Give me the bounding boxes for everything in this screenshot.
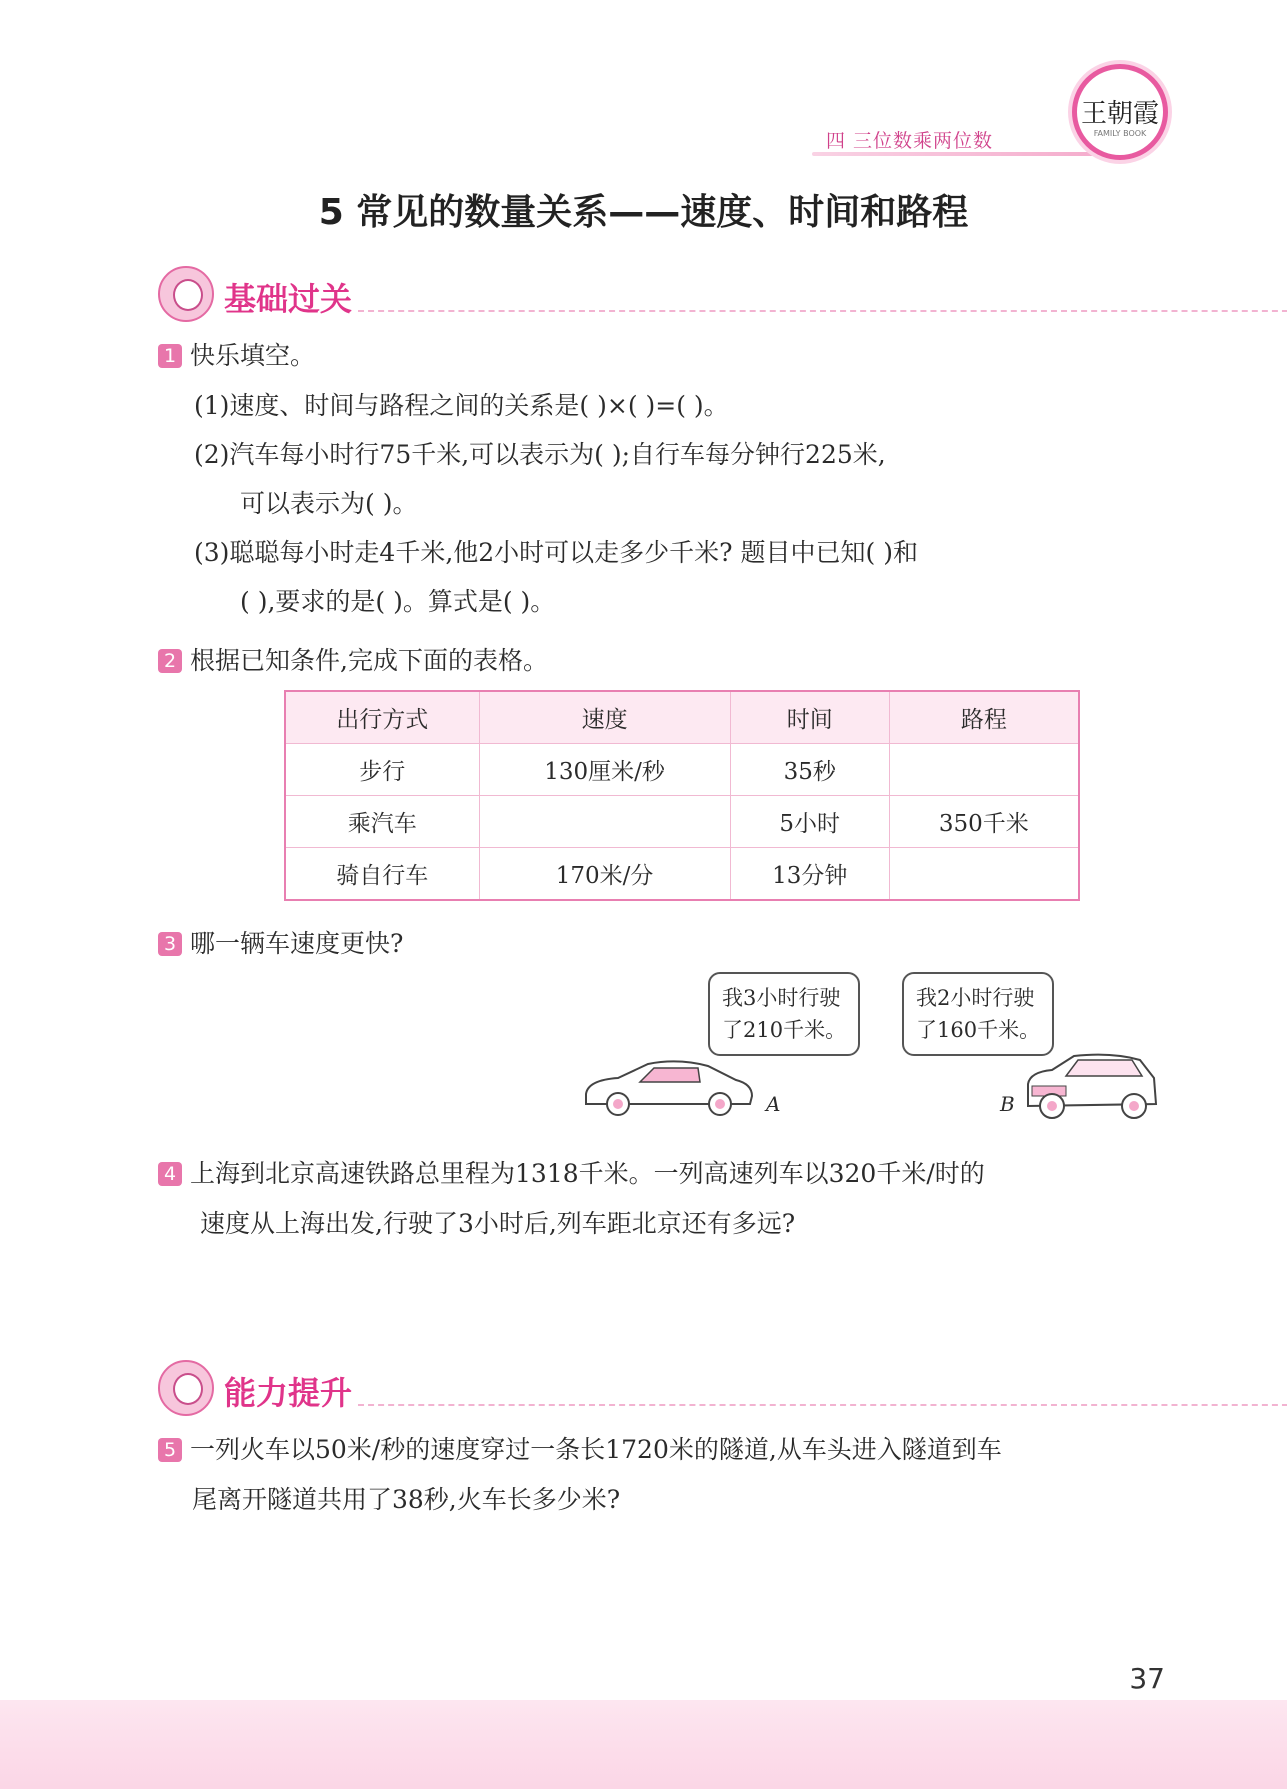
question-3-heading — [158, 924, 403, 960]
question-1-part-2a: (2)汽车每小时行75千米,可以表示为( );自行车每分钟行225米, — [194, 440, 886, 469]
girl-avatar-icon — [158, 266, 214, 322]
table-cell: 350千米 — [889, 796, 1079, 848]
table-cell: 步行 — [285, 744, 479, 796]
car-b-label: B — [1000, 1092, 1015, 1116]
section-divider — [358, 310, 1287, 312]
logo-subtext: FAMILY BOOK — [1093, 129, 1147, 138]
table-cell: 13分钟 — [730, 848, 889, 901]
section-title-advanced: 能力提升 — [224, 1374, 353, 1412]
suv-car-icon — [1022, 1050, 1162, 1122]
question-number-badge: 5 — [158, 1438, 182, 1462]
footer-band — [0, 1700, 1287, 1789]
question-5-line-2: 尾离开隧道共用了38秒,火车长多少米? — [192, 1485, 621, 1514]
section-divider — [358, 1404, 1287, 1406]
table-cell: 130厘米/秒 — [479, 744, 730, 796]
question-4-line-2: 速度从上海出发,行驶了3小时后,列车距北京还有多远? — [200, 1209, 796, 1238]
table-cell: 170米/分 — [479, 848, 730, 901]
question-text: 快乐填空。 — [190, 341, 316, 370]
chapter-label: 四 三位数乘两位数 — [826, 130, 994, 152]
table-header: 路程 — [889, 691, 1079, 744]
question-4-line-1 — [158, 1154, 985, 1190]
table-row — [285, 796, 1079, 848]
question-text: 根据已知条件,完成下面的表格。 — [190, 646, 548, 675]
table-cell: 35秒 — [730, 744, 889, 796]
speech-bubble-a — [708, 972, 860, 1056]
question-number-badge: 1 — [158, 344, 182, 368]
question-1-heading — [158, 336, 315, 372]
bubble-text: 了210千米。 — [722, 1018, 847, 1042]
section-header-advanced — [158, 1360, 1158, 1420]
question-number-badge: 2 — [158, 649, 182, 673]
question-text: 一列火车以50米/秒的速度穿过一条长1720米的隧道,从车头进入隧道到车 — [190, 1435, 1002, 1464]
page-title: 5 常见的数量关系——速度、时间和路程 — [318, 192, 969, 233]
logo-text: 王朝霞 — [1080, 99, 1159, 129]
question-1-part-3a: (3)聪聪每小时走4千米,他2小时可以走多少千米? 题目中已知( )和 — [194, 538, 918, 567]
question-text: 上海到北京高速铁路总里程为1318千米。一列高速列车以320千米/时的 — [190, 1159, 985, 1188]
table-cell — [889, 848, 1079, 901]
travel-table — [284, 690, 1080, 901]
table-header-row — [285, 691, 1079, 744]
question-5-line-1 — [158, 1430, 1002, 1466]
table-cell — [479, 796, 730, 848]
table-cell: 乘汽车 — [285, 796, 479, 848]
table-header: 速度 — [479, 691, 730, 744]
brand-logo — [1072, 64, 1168, 160]
table-cell — [889, 744, 1079, 796]
section-header-basic — [158, 266, 1158, 326]
question-number-badge: 4 — [158, 1162, 182, 1186]
page-number: 37 — [1129, 1662, 1165, 1695]
table-header: 时间 — [730, 691, 889, 744]
table-row — [285, 848, 1079, 901]
table-header: 出行方式 — [285, 691, 479, 744]
question-number-badge: 3 — [158, 932, 182, 956]
bubble-text: 我2小时行驶 — [916, 986, 1035, 1010]
boy-avatar-icon — [158, 1360, 214, 1416]
question-1-part-3b: ( ),要求的是( )。算式是( )。 — [240, 587, 556, 616]
speech-bubble-b — [902, 972, 1054, 1056]
chapter-underline — [812, 152, 1142, 156]
table-cell: 骑自行车 — [285, 848, 479, 901]
sedan-car-icon — [578, 1050, 758, 1120]
table-cell: 5小时 — [730, 796, 889, 848]
bubble-text: 了160千米。 — [916, 1018, 1041, 1042]
bubble-text: 我3小时行驶 — [722, 986, 841, 1010]
section-title-basic: 基础过关 — [224, 280, 353, 318]
question-1-part-1: (1)速度、时间与路程之间的关系是( )×( )=( )。 — [194, 391, 729, 420]
question-text: 哪一辆车速度更快? — [190, 929, 404, 958]
question-1-part-2b: 可以表示为( )。 — [240, 489, 418, 518]
car-a-label: A — [766, 1092, 781, 1116]
table-row — [285, 744, 1079, 796]
question-2-heading — [158, 641, 548, 677]
